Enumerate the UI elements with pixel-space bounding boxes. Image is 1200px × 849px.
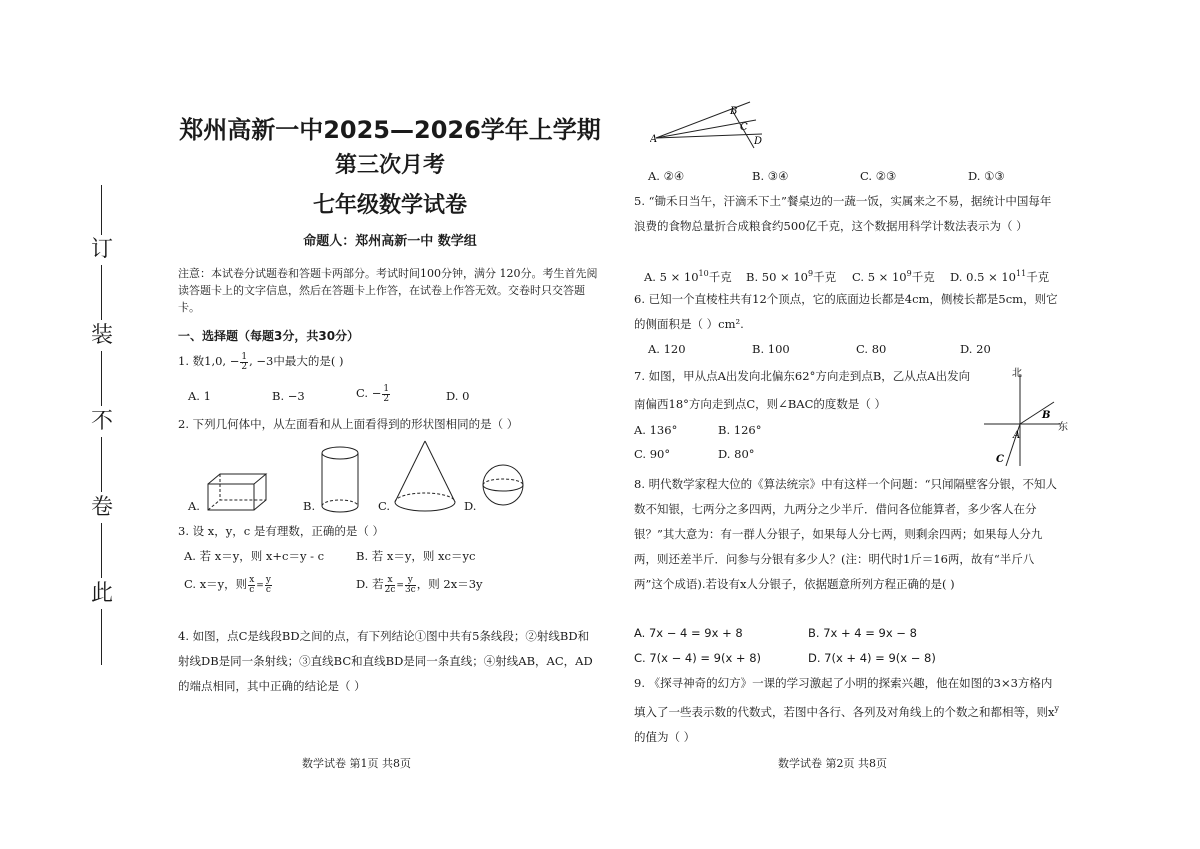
exam-notice: 注意：本试卷分试题卷和答题卡两部分。考试时间100分钟，满分 120分。考生首先阅读答题卡上的文字信息，然后在答题卡上作答，在试卷上作答无效。交卷时只交答题卡。	[178, 267, 598, 314]
q5-option-c-text: C. 5 × 10	[852, 269, 907, 284]
fraction-denominator: c	[249, 584, 255, 595]
binding-char-ding: 订	[90, 237, 113, 262]
unit: 千克	[1026, 269, 1050, 284]
question-5-stem: 5. “锄禾日当午，汗滴禾下土”餐桌边的一蔬一饭，实属来之不易，据统计中国每年浪费的食物总量折合成粮食约500亿千克，这个数据用科学计数法表示为（ ）	[634, 194, 1052, 233]
exponent: 10	[698, 269, 709, 278]
q1-option-c	[356, 384, 391, 404]
exam-page-1	[170, 0, 610, 849]
q8-option-b: B. 7x + 4 = 9x − 8	[808, 626, 917, 640]
q5-option-b-text: B. 50 × 10	[746, 269, 808, 284]
point-label-d: D	[754, 136, 763, 147]
equals-sign: =	[396, 581, 404, 591]
q3-option-a: A. 若 x＝y，则 x+c＝y - c	[184, 549, 325, 563]
q2-option-d-label: D.	[464, 499, 477, 513]
page-footer: 数学试卷 第1页 共8页	[302, 757, 411, 770]
fraction-denominator: 2	[383, 393, 390, 404]
q5-option-d	[950, 265, 1049, 286]
q2-option-b-label: B.	[303, 499, 316, 513]
q3-option-c-text: C. x＝y，则	[184, 577, 248, 591]
binding-line	[101, 523, 102, 578]
q2-option-a-label: A.	[188, 499, 200, 513]
binding-char-juan: 卷	[90, 495, 113, 520]
fraction-denominator: c	[265, 584, 271, 595]
q5-option-a-text: A. 5 × 10	[644, 269, 699, 284]
point-label-a: A	[650, 134, 658, 145]
q5-option-b	[746, 265, 836, 286]
fraction-numerator: y	[265, 574, 271, 585]
q1-fraction	[240, 353, 248, 372]
question-4-stem: 4. 如图，点C是线段BD之间的点，有下列结论①图中共有5条线段；②射线BD和射线DB是同一条射线；③直线BC和直线BD是同一条直线；④射线AB，AC，AD的端点相同，其中正确的结论是（ ）	[178, 629, 593, 693]
exam-title: 郑州高新一中2025—2026学年上学期	[179, 116, 601, 144]
q8-option-d: D. 7(x + 4) = 9(x − 8)	[808, 651, 936, 665]
exponent: 9	[807, 269, 814, 278]
q3-option-d-text: ，则 2x＝3y	[416, 577, 483, 591]
binding-sidebar	[80, 185, 124, 665]
fraction-numerator: 1	[383, 383, 390, 394]
point-label-c: C	[996, 454, 1004, 465]
fraction-denominator: 2c	[384, 584, 396, 595]
q3-option-d-fraction	[405, 576, 416, 595]
q5-option-a	[644, 265, 732, 286]
fraction-numerator: y	[405, 576, 416, 586]
q8-option-a: A. 7x − 4 = 9x + 8	[634, 626, 743, 640]
binding-line	[101, 609, 102, 665]
sphere-figure	[480, 462, 526, 508]
q1-option-c-fraction	[382, 385, 390, 404]
q3-option-d-fraction	[385, 576, 396, 595]
exponent: y	[1054, 704, 1060, 713]
question-1-stem	[178, 352, 344, 372]
q7-direction-figure	[978, 362, 1068, 470]
binding-line	[101, 185, 102, 235]
binding-char-ci: 此	[90, 581, 113, 606]
binding-line	[101, 437, 102, 492]
exponent: 9	[906, 269, 912, 278]
question-9-stem	[634, 671, 1062, 750]
q4-option-c: C. ②③	[860, 169, 897, 183]
q9-stem-text: 9. 《探寻神奇的幻方》一课的学习激起了小明的探索兴趣，他在如图的3×3方格内填入了一些表示数的代数式，若图中各行、各列及对角线上的个数之和都相等，则x	[634, 676, 1055, 719]
page-footer: 数学试卷 第2页 共8页	[778, 757, 887, 770]
q1-stem-text: 1. 数1,0, −	[178, 354, 240, 368]
fraction-numerator: 1	[241, 351, 248, 362]
binding-char-zhuang: 装	[90, 323, 113, 348]
east-label: 东	[1058, 422, 1068, 433]
exponent: 11	[1016, 269, 1027, 278]
fraction-numerator: x	[249, 574, 255, 585]
q3-option-d-text: D. 若	[356, 577, 384, 591]
point-label-c: C	[740, 122, 748, 133]
binding-char-bu: 不	[90, 409, 113, 434]
q5-option-d-text: D. 0.5 × 10	[950, 269, 1016, 284]
q3-option-c	[184, 575, 273, 595]
point-label-b: B	[730, 106, 738, 117]
q5-option-c	[852, 265, 935, 286]
q4-option-d: D. ①③	[968, 169, 1005, 183]
exam-subject-title: 七年级数学试卷	[312, 193, 467, 218]
q3-option-d	[356, 575, 483, 595]
question-3-stem: 3. 设 x，y，c 是有理数，正确的是（ ）	[178, 524, 385, 538]
exam-subtitle: 第三次月考	[334, 153, 445, 178]
equals-sign: =	[256, 581, 264, 591]
unit: 千克	[911, 269, 935, 284]
q4-rays-figure	[650, 96, 770, 152]
fraction-denominator: 3c	[404, 584, 416, 595]
q1-option-c-text: C. −	[356, 386, 382, 400]
exam-author: 命题人：郑州高新一中 数学组	[303, 234, 477, 249]
fraction-denominator: 2	[241, 361, 248, 372]
binding-line	[101, 351, 102, 406]
question-8-stem: 8. 明代数学家程大位的《算法统宗》中有这样一个问题：“只闻隔壁客分银，不知人数不知银，七两分之多四两，九两分之少半斤．借问各位能算者，多少客人在分银？”其大意为：有一群人分银子，如果每人分七两，则剩余四两；如果每人分九两，则还差半斤．问参与分银有多少人？(注：明代时1斤＝16两，故有“半斤八两”这个成语).若设有x人分银子，依据题意所列方程正确的是( )	[634, 477, 1058, 591]
q8-option-c: C. 7(x − 4) = 9(x + 8)	[634, 651, 762, 665]
q7-option-a: A. 136°	[634, 423, 678, 437]
north-label: 北	[1012, 368, 1022, 379]
q2-option-c-label: C.	[378, 499, 391, 513]
q9-stem-text: 的值为（ ）	[634, 729, 696, 744]
q7-option-c: C. 90°	[634, 447, 671, 461]
q4-option-b: B. ③④	[752, 169, 789, 183]
q6-option-c: C. 80	[856, 342, 887, 356]
q6-option-a: A. 120	[648, 342, 686, 356]
point-label-a: A	[1013, 430, 1021, 441]
q1-option-a: A. 1	[188, 389, 211, 403]
q4-option-a: A. ②④	[648, 169, 685, 183]
unit: 千克	[708, 269, 732, 284]
exam-page-2	[628, 0, 1068, 849]
q3-option-b: B. 若 x＝y，则 xc＝yc	[356, 549, 476, 563]
fraction-numerator: x	[385, 576, 396, 586]
cylinder-figure	[318, 444, 362, 516]
binding-line	[101, 265, 102, 320]
point-label-b: B	[1042, 410, 1051, 421]
section-title: 一、选择题（每题3分，共30分）	[178, 329, 360, 343]
question-2-stem: 2. 下列几何体中，从左面看和从上面看得到的形状图相同的是（ ）	[178, 417, 519, 431]
cuboid-figure	[206, 470, 270, 516]
question-6-stem: 6. 已知一个直棱柱共有12个顶点，它的底面边长都是4cm，侧棱长都是5cm，则它的侧面积是（ ）cm².	[634, 292, 1058, 331]
q1-stem-text: , −3中最大的是( )	[249, 354, 344, 368]
cone-figure	[392, 438, 458, 518]
q3-option-c-fraction	[248, 576, 255, 595]
q6-option-b: B. 100	[752, 342, 790, 356]
unit: 千克	[813, 269, 837, 284]
question-7-stem: 7. 如图，甲从点A出发向北偏东62°方向走到点B，乙从点A出发向南偏西18°方向走到点C，则∠BAC的度数是（ ）	[634, 369, 971, 411]
q6-option-d: D. 20	[960, 342, 991, 356]
q1-option-b: B. −3	[272, 389, 305, 403]
q7-option-b: B. 126°	[718, 423, 762, 437]
q3-option-c-fraction	[265, 576, 272, 595]
q7-option-d: D. 80°	[718, 447, 755, 461]
q1-option-d: D. 0	[446, 389, 470, 403]
